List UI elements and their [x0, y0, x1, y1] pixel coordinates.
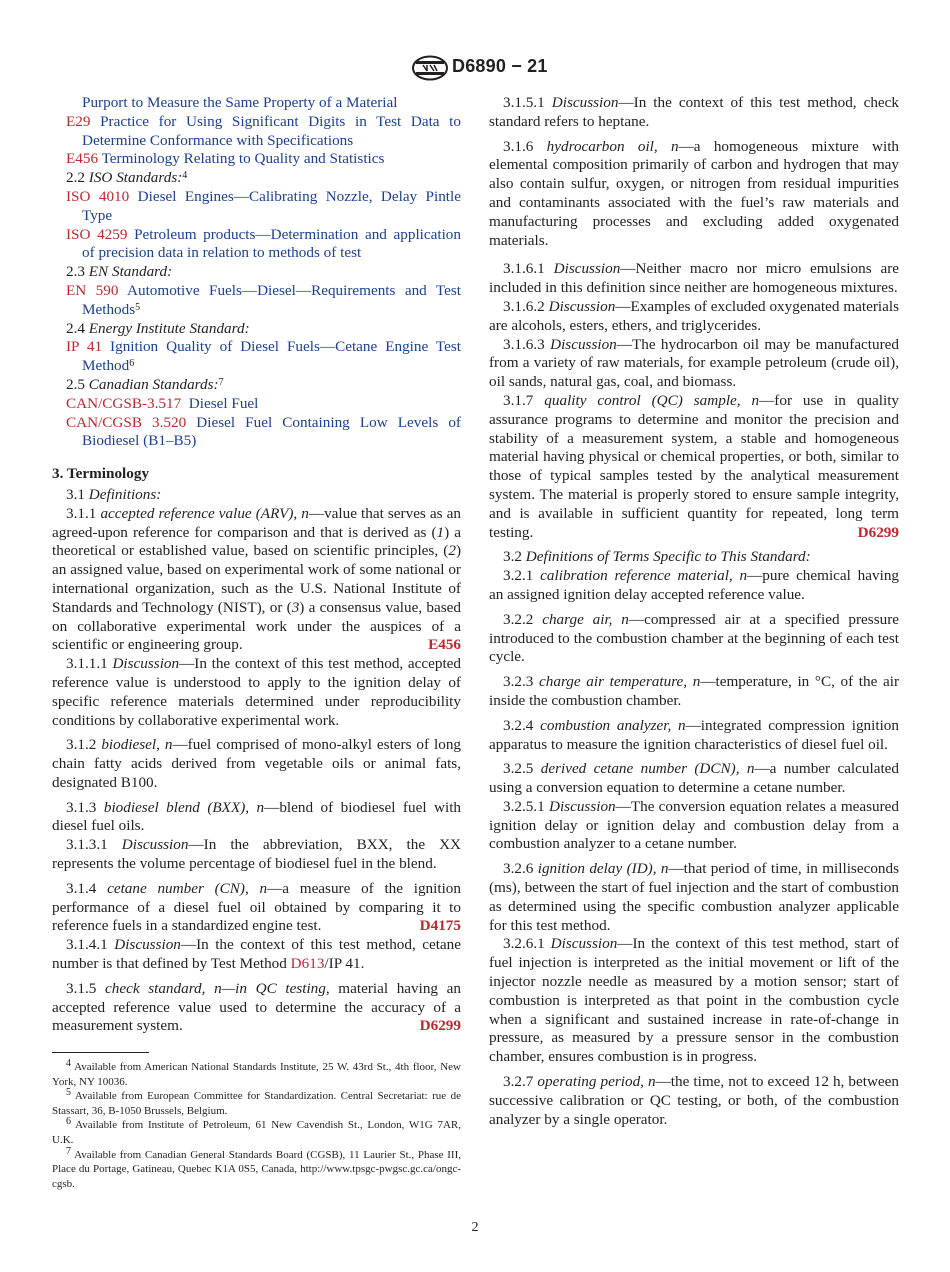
footnote-7: $^7$ Available from Canadian General Standards Board (CGSB), 11 Laurier St., Phase III, Place du Portage, Gatineau, Quebec K1A 0S5, Canada, http://www.tpsgc-pwgsc.gc.ca/ongc-cgsb. [52, 1145, 461, 1190]
reference-link[interactable]: Diesel Fuel [181, 394, 259, 412]
definition-3-1-5: 3.1.5 check standard, n—in QC testing, material having an accepted reference value used to determine the accuracy of a measurement system. D6299 [52, 979, 461, 1035]
document-id: D6890 − 21 [452, 56, 548, 76]
reference-link[interactable]: Diesel Fuel Containing Low Levels of Biodiesel (B1–B5) [82, 413, 461, 450]
reference-iso4259 [52, 226, 461, 264]
definition-3-2-1: 3.2.1 calibration reference material, n—pure chemical having an assigned ignition delay accepted reference value. [489, 567, 900, 603]
reference-e29 [52, 113, 461, 151]
reference-cgsb-3517 [52, 395, 461, 414]
reference-e456 [52, 150, 461, 169]
reference-ip41: IP 41 Ignition Quality of Diesel Fuels—Cetane Engine Test Method$^6$ [66, 338, 461, 375]
discussion-3-1-4-1: 3.1.4.1 Discussion—In the context of this test method, cetane number is that defined by Test Method D613/IP 41. [52, 936, 462, 973]
reference-link[interactable]: Ignition Quality of Diesel Fuels—Cetane Engine Test Method [82, 338, 461, 375]
subsection-2-4: 2.4 Energy Institute Standard: [66, 319, 250, 337]
reference-link[interactable]: Terminology Relating to Quality and Statistics [98, 150, 385, 168]
discussion-3-1-6-2: 3.1.6.2 Discussion—Examples of excluded oxygenated materials are alcohols, esters, ethers, and triglycerides. [489, 297, 900, 334]
definition-3-2-4: 3.2.4 combustion analyzer, n—integrated compression ignition apparatus to measure the ignition characteristics of diesel fuel oil. [489, 716, 899, 753]
subsection-2-3: 2.3 EN Standard: [66, 263, 173, 281]
standard-reference-link[interactable]: D6299 [857, 523, 899, 541]
footnote-divider [52, 1052, 149, 1053]
discussion-3-2-5-1: 3.2.5.1 Discussion—The conversion equation relates a measured ignition delay or ignition delay and combustion delay from a combustion analyzer to a cetane number. [489, 797, 900, 853]
right-column [489, 94, 899, 1129]
definition-3-2-2: 3.2.2 charge air, n—compressed air at a specified pressure introduced to the combustion chamber at the beginning of each test cycle. [489, 610, 900, 666]
discussion-3-2-6-1: 3.2.6.1 Discussion—In the context of this test method, start of fuel injection is interpreted as the initial movement or lift of the injector nozzle needle as measured by a motion sensor; start of combustion is interpreted as that point in the combustion cycle when a significant and sustained increase in rate-of-change in pressure, as measured by a pressure sensor in the combustion chamber, ensures combustion is in progress. [489, 935, 900, 1066]
standard-reference-link[interactable]: D4175 [419, 917, 461, 935]
definition-3-1-3: 3.1.3 biodiesel blend (BXX), n—blend of biodiesel fuel with diesel fuel oils. [52, 798, 462, 835]
reference-code-link[interactable]: EN 590 [66, 281, 119, 299]
definition-3-2-3: 3.2.3 charge air temperature, n—temperature, in °C, of the air inside the combustion chamber. [489, 673, 900, 709]
reference-en590: EN 590 Automotive Fuels—Diesel—Requirements and Test Methods$^5$ [66, 281, 462, 318]
reference-link[interactable]: Petroleum products—Determination and application of precision data in relation to methods of test [82, 225, 461, 262]
reference-code-link[interactable]: ISO 4259 [66, 225, 128, 243]
reference-link[interactable]: Purport to Measure the Same Property of a Material [82, 94, 398, 111]
page-number: 2 [471, 1220, 479, 1235]
standard-reference-link[interactable]: D6299 [419, 1017, 461, 1035]
reference-link[interactable]: Diesel Engines—Calibrating Nozzle, Delay Pintle Type [82, 187, 461, 224]
section-heading: 3. Terminology [52, 465, 150, 483]
reference-code-link[interactable]: IP 41 [66, 338, 103, 356]
footnotes [52, 1060, 461, 1191]
subsection-3-1: 3.1 Definitions: [66, 485, 162, 503]
subsection-2-2: 2.2 ISO Standards:$^4$ [66, 169, 188, 187]
reference-code-link[interactable]: E456 [66, 150, 99, 168]
reference-cgsb-3520 [52, 414, 461, 452]
footnote-6: $^6$ Available from Institute of Petroleum, 61 New Cavendish St., London, W1G 7AR, U.K. [52, 1116, 461, 1146]
subsection-2-5: 2.5 Canadian Standards:$^7$ [66, 375, 224, 393]
standard-reference-link[interactable]: E456 [428, 636, 461, 654]
left-column [52, 94, 461, 1036]
definition-3-2-7: 3.2.7 operating period, n—the time, not to exceed 12 h, between successive calibration or QC testing, or both, of the combustion analyzer by a single operator. [489, 1073, 899, 1128]
definition-3-1-7: 3.1.7 quality control (QC) sample, n—for use in quality assurance programs to determine and monitor the precision and stability of a measurement system, a stable and homogeneous material having physical or chemical properties, or both, similar to those of typical samples tested by the analytical measurement system. The material is properly stored to ensure sample integrity, and is available in sufficient quantity for repeated, long term testing. D6299 [489, 391, 900, 541]
reference-e691-continued [52, 94, 461, 113]
discussion-3-1-6-3: 3.1.6.3 Discussion—The hydrocarbon oil may be manufactured from a variety of raw materials, for example petroleum (crude oil), oil sands, natural gas, coal, and biomass. [489, 335, 900, 391]
footnote-4: $^4$ Available from American National Standards Institute, 25 W. 43rd St., 4th floor, New York, NY 10036. [52, 1058, 461, 1088]
definition-3-2-5: 3.2.5 derived cetane number (DCN), n—a number calculated using a conversion equation to determine a cetane number. [489, 760, 900, 797]
reference-iso4010 [52, 188, 461, 226]
discussion-3-1-5-1: 3.1.5.1 Discussion—In the context of this test method, check standard refers to heptane. [489, 94, 900, 130]
subsection-3-2: 3.2 Definitions of Terms Specific to This Standard: [503, 548, 811, 566]
definition-3-1-4: 3.1.4 cetane number (CN), n—a measure of the ignition performance of a diesel fuel oil obtained by comparing it to reference fuels in a standardized engine test. D4175 [52, 879, 461, 935]
footnote-5: $^5$ Available from European Committee for Standardization. Central Secretariat: rue de Stassart, 36, B-1050 Brussels, Belgium. [52, 1087, 461, 1117]
reference-code-link[interactable]: CAN/CGSB 3.520 [66, 413, 187, 431]
page-header [0, 55, 950, 85]
discussion-3-1-3-1: 3.1.3.1 Discussion—In the abbreviation, BXX, the XX represents the volume percentage of biodiesel fuel in the blend. [52, 836, 462, 873]
definition-3-2-6: 3.2.6 ignition delay (ID), n—that period of time, in milliseconds (ms), between the start of fuel injection and the start of combustion as determined using the specific combustion analyzer applicable for this test method. [489, 860, 900, 934]
definition-3-1-2: 3.1.2 biodiesel, n—fuel comprised of mono-alkyl esters of long chain fatty acids derived from vegetable oils or animal fats, designated B100. [52, 736, 462, 791]
discussion-3-1-1-1: 3.1.1.1 Discussion—In the context of this test method, accepted reference value is understood to apply to the ignition delay of specific reference materials determined under reproducibility conditions by collaborative experimental work. [52, 655, 462, 729]
reference-link[interactable]: Practice for Using Significant Digits in Test Data to Determine Conformance with Specifications [82, 112, 461, 149]
discussion-3-1-6-1: 3.1.6.1 Discussion—Neither macro nor micro emulsions are included in this definition since neither are homogeneous mixtures. [489, 260, 900, 297]
reference-code-link[interactable]: ISO 4010 [66, 187, 130, 205]
definition-3-1-6: 3.1.6 hydrocarbon oil, n—a homogeneous mixture with elemental composition primarily of carbon and hydrogen that may also contain sulfur, oxygen, or nitrogen from residual impurities and contaminants associated with the fuel’s raw materials and manufacturing processes and excluding added oxygenated materials. [489, 137, 900, 249]
astm-logo [410, 55, 450, 81]
reference-code-link[interactable]: CAN/CGSB-3.517 [66, 394, 182, 412]
reference-code-link[interactable]: E29 [66, 112, 91, 130]
reference-link[interactable]: Automotive Fuels—Diesel—Requirements and Test Methods [82, 281, 462, 318]
standard-reference-link[interactable]: D613 [290, 955, 325, 973]
definition-3-1-1: 3.1.1 accepted reference value (ARV), n—value that serves as an agreed-upon reference for comparison and that is derived as (1) a theoretical or established value, based on scientific principles, (2) an assigned value, based on experimental work of some national or international organization, such as the U.S. National Institute of Standards and Technology (NIST), or (3) a consensus value, based on collaborative experimental work under the auspices of a scientific or engineering group. E456 [52, 504, 461, 654]
